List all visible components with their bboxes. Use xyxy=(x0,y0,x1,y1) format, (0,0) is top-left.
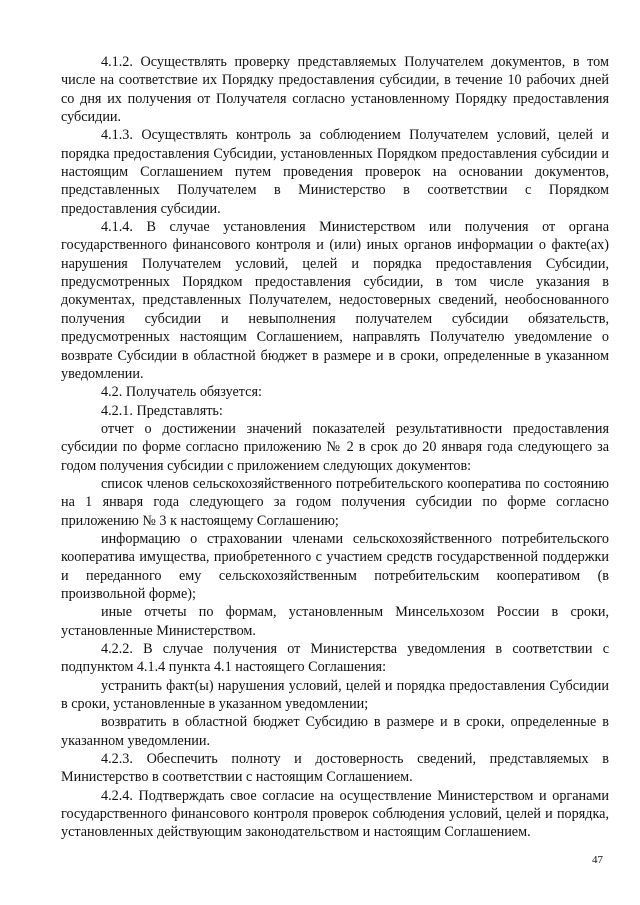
clause-4-2-1-report: отчет о достижении значений показателей результативности предоставления субсидии по форме согласно приложению № 2 в срок до 20 января года следующего за годом получения субсидии с приложением следующих документов: xyxy=(61,420,609,474)
page-number: 47 xyxy=(592,854,603,866)
clause-4-2-2-return: возвратить в областной бюджет Субсидию в размере и в сроки, определенные в указанном уведомлении. xyxy=(61,714,609,749)
clause-4-2-1-insurance-info: информацию о страховании членами сельскохозяйственного потребительского кооператива имущества, приобретенного с участием средств государственной поддержки и переданного ему сельскохозяйственным потребительским кооперативом (в произвольной форме); xyxy=(61,530,609,602)
clause-4-2-2-eliminate: устранить факт(ы) нарушения условий, целей и порядка предоставления Субсидии в сроки, установленные в указанном уведомлении; xyxy=(61,677,609,713)
clause-4-2-4: 4.2.4. Подтверждать свое согласие на осуществление Министерством и органами государственного финансового контроля проверок соблюдения условий, целей и порядка, установленных действующим законодательством и настоящим Соглашением. xyxy=(61,787,609,841)
document-body xyxy=(61,53,609,842)
clause-4-2-1-member-list: список членов сельскохозяйственного потребительского кооператива по состоянию на 1 января года следующего за годом получения субсидии по форме согласно приложению № 3 к настоящему Соглашению; xyxy=(61,475,609,529)
clause-4-2: 4.2. Получатель обязуется: xyxy=(101,384,262,401)
clause-4-2-1: 4.2.1. Представлять: xyxy=(101,402,223,419)
clause-4-2-1-other-reports: иные отчеты по формам, установленным Минсельхозом России в сроки, установленные Министерством. xyxy=(61,604,609,639)
clause-4-2-2: 4.2.2. В случае получения от Министерства уведомления в соответствии с подпунктом 4.1.4 пункта 4.1 настоящего Соглашения: xyxy=(61,641,609,676)
clause-4-1-2: 4.1.2. Осуществлять проверку представляемых Получателем документов, в том числе на соответствие их Порядку предоставления субсидии, в течение 10 рабочих дней со дня их получения от Получателя согласно установленному Порядку предоставления субсидии. xyxy=(61,54,609,126)
clause-4-1-3: 4.1.3. Осуществлять контроль за соблюдением Получателем условий, целей и порядка предоставления Субсидии, установленных Порядком предоставления субсидии и настоящим Соглашением путем проведения проверок на основании документов, представленных Получателем в Министерство в соответствии с Порядком предоставления субсидии. xyxy=(61,127,609,217)
clause-4-2-3: 4.2.3. Обеспечить полноту и достоверность сведений, представляемых в Министерство в соответствии с настоящим Соглашением. xyxy=(61,751,609,786)
clause-4-1-4: 4.1.4. В случае установления Министерством или получения от органа государственного финансового контроля и (или) иных органов информации о факте(ах) нарушения Получателем условий, целей и порядка предоставления Субсидии, предусмотренных Порядком предоставления субсидии, в том числе указания в документах, представленных Получателем, недостоверных сведений, необоснованного получения субсидии и невыполнения получателем субсидии обязательств, предусмотренных настоящим Соглашением, направлять Получателю уведомление о возврате Субсидии в областной бюджет в размере и в сроки, определенные в указанном уведомлении. xyxy=(61,219,609,382)
